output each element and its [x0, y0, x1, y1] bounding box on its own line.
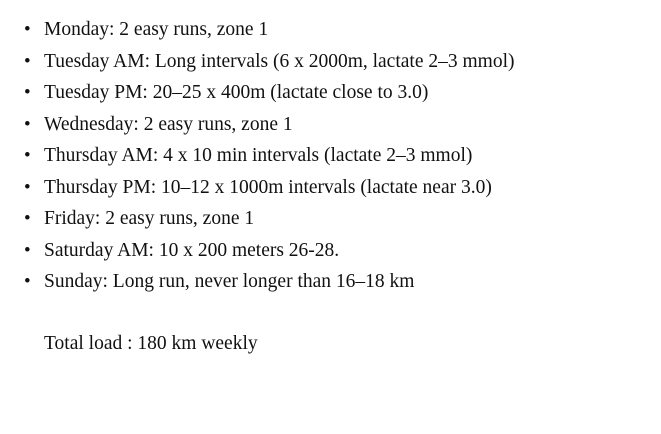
- list-item: [14, 172, 651, 204]
- list-item: [14, 77, 651, 109]
- training-plan-list: [14, 14, 651, 298]
- list-item-text: Tuesday PM: 20–25 x 400m (lactate close to 3.0): [44, 82, 429, 103]
- list-item: [14, 46, 651, 78]
- list-item-text: Friday: 2 easy runs, zone 1: [44, 208, 255, 229]
- list-item-text: Thursday PM: 10–12 x 1000m intervals (lactate near 3.0): [44, 176, 492, 198]
- list-item-text: Sunday: Long run, never longer than 16–18 km: [44, 271, 415, 292]
- list-item: [14, 235, 651, 267]
- list-item: [14, 140, 651, 172]
- list-item-text: Wednesday: 2 easy runs, zone 1: [44, 113, 293, 135]
- list-item-text: Thursday AM: 4 x 10 min intervals (lactate 2–3 mmol): [44, 145, 473, 166]
- list-item-text: Saturday AM: 10 x 200 meters 26-28.: [44, 239, 340, 261]
- total-load-text: Total load : 180 km weekly: [44, 332, 258, 354]
- section-spacer: [14, 298, 651, 328]
- list-item: [14, 14, 651, 46]
- list-item-text: Tuesday AM: Long intervals (6 x 2000m, lactate 2–3 mmol): [44, 50, 515, 72]
- list-item-text: Monday: 2 easy runs, zone 1: [44, 19, 269, 40]
- list-item: [14, 109, 651, 141]
- list-item: [14, 203, 651, 235]
- list-item: [14, 266, 651, 298]
